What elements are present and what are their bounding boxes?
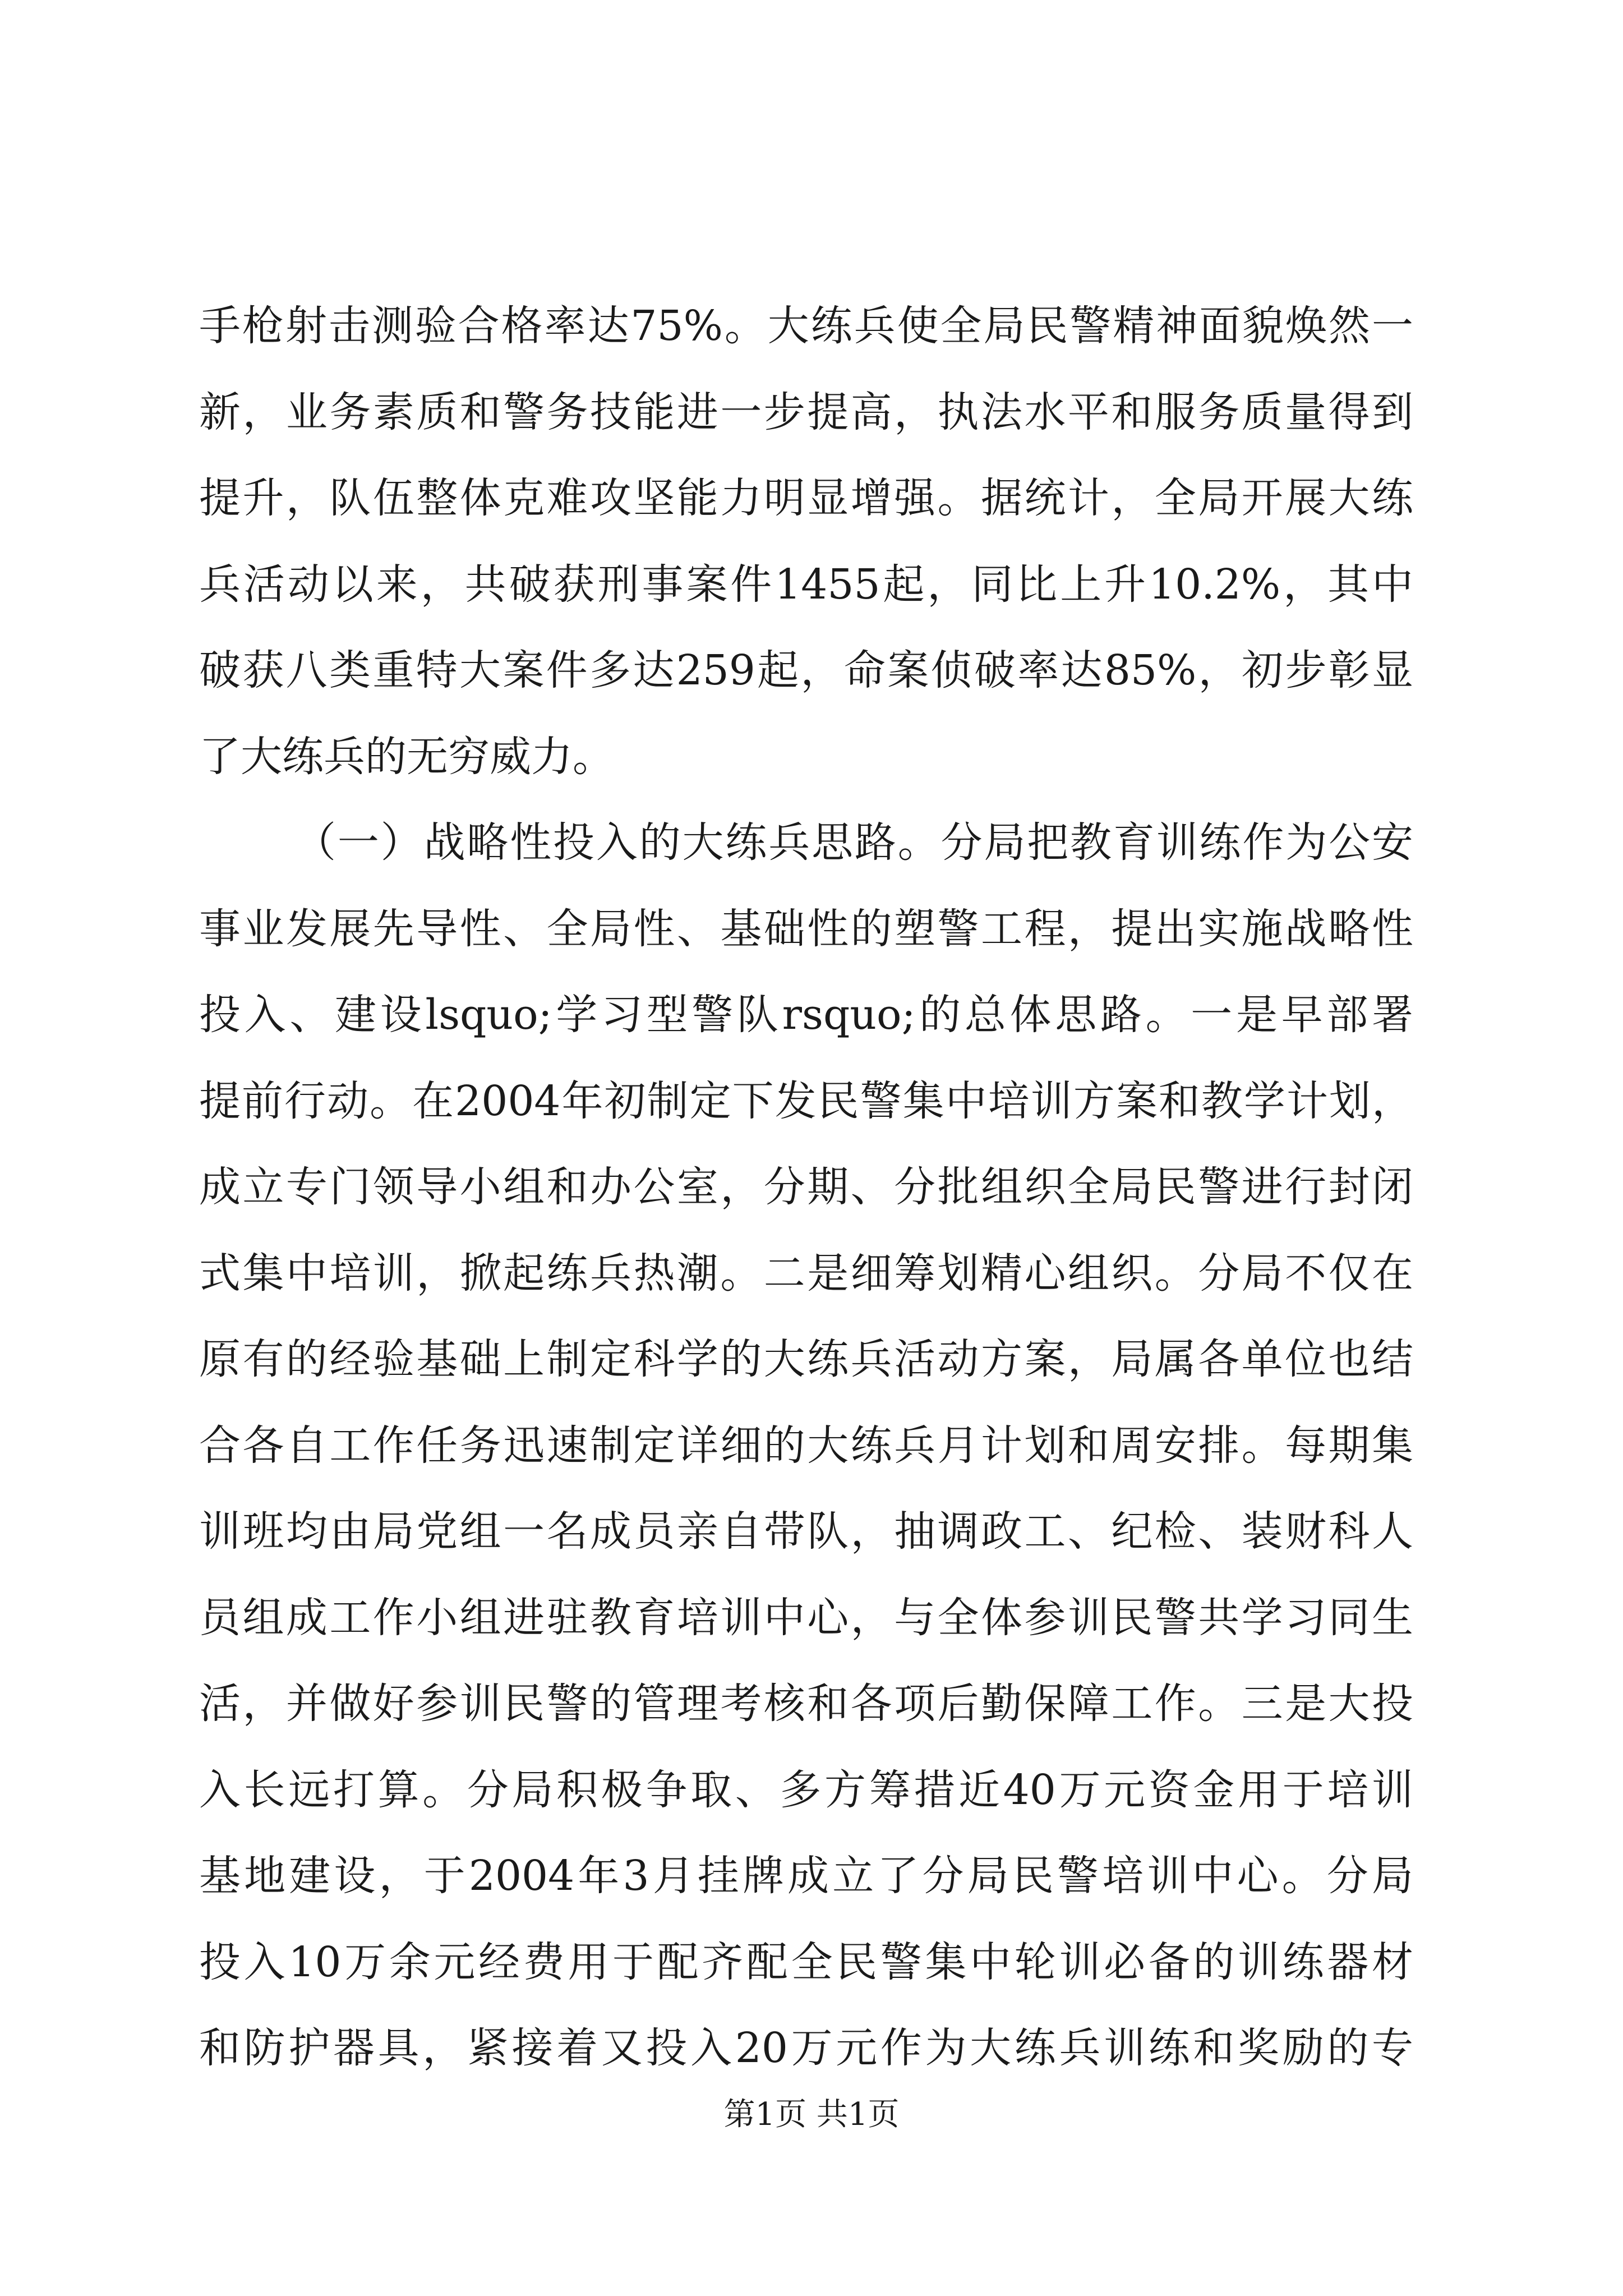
text-line: 合各自工作任务迅速制定详细的大练兵月计划和周安排。每期集	[199, 1421, 1413, 1470]
text-line: 原有的经验基础上制定科学的大练兵活动方案，局属各单位也结	[199, 1335, 1413, 1383]
text-line: 活，并做好参训民警的管理考核和各项后勤保障工作。三是大投	[199, 1680, 1413, 1728]
text-line: 投入10万余元经费用于配齐配全民警集中轮训必备的训练器材	[199, 1938, 1413, 1986]
text-line: 了大练兵的无穷威力。	[199, 732, 614, 781]
text-line: 基地建设，于2004年3月挂牌成立了分局民警培训中心。分局	[199, 1852, 1413, 1900]
page-number: 第1页 共1页	[723, 2096, 900, 2133]
text-line: 投入、建设lsquo;学习型警队rsquo;的总体思路。一是早部署	[199, 991, 1413, 1039]
text-line: 入长远打算。分局积极争取、多方筹措近40万元资金用于培训	[199, 1765, 1413, 1814]
text-line: 提升，队伍整体克难攻坚能力明显增强。据统计，全局开展大练	[199, 474, 1413, 522]
text-line: 提前行动。在2004年初制定下发民警集中培训方案和教学计划，	[199, 1076, 1413, 1125]
text-line: 破获八类重特大案件多达259起，命案侦破率达85%，初步彰显	[199, 646, 1413, 694]
text-line: 兵活动以来，共破获刑事案件1455起，同比上升10.2%，其中	[199, 560, 1413, 609]
body-text	[199, 283, 1413, 2092]
text-line: 训班均由局党组一名成员亲自带队，抽调政工、纪检、装财科人	[199, 1507, 1413, 1556]
text-line: 成立专门领导小组和办公室，分期、分批组织全局民警进行封闭	[199, 1163, 1413, 1211]
text-line: 手枪射击测验合格率达75%。大练兵使全局民警精神面貌焕然一	[199, 302, 1413, 350]
page-footer	[0, 2095, 1623, 2134]
text-line: 员组成工作小组进驻教育培训中心，与全体参训民警共学习同生	[199, 1593, 1413, 1642]
text-line: 事业发展先导性、全局性、基础性的塑警工程，提出实施战略性	[199, 904, 1413, 953]
text-line: 式集中培训，掀起练兵热潮。二是细筹划精心组织。分局不仅在	[199, 1249, 1413, 1297]
text-line: 和防护器具，紧接着又投入20万元作为大练兵训练和奖励的专	[199, 2024, 1413, 2072]
paragraph-first-line: （一）战略性投入的大练兵思路。分局把教育训练作为公安	[294, 818, 1413, 867]
text-line: 新，业务素质和警务技能进一步提高，执法水平和服务质量得到	[199, 388, 1413, 436]
